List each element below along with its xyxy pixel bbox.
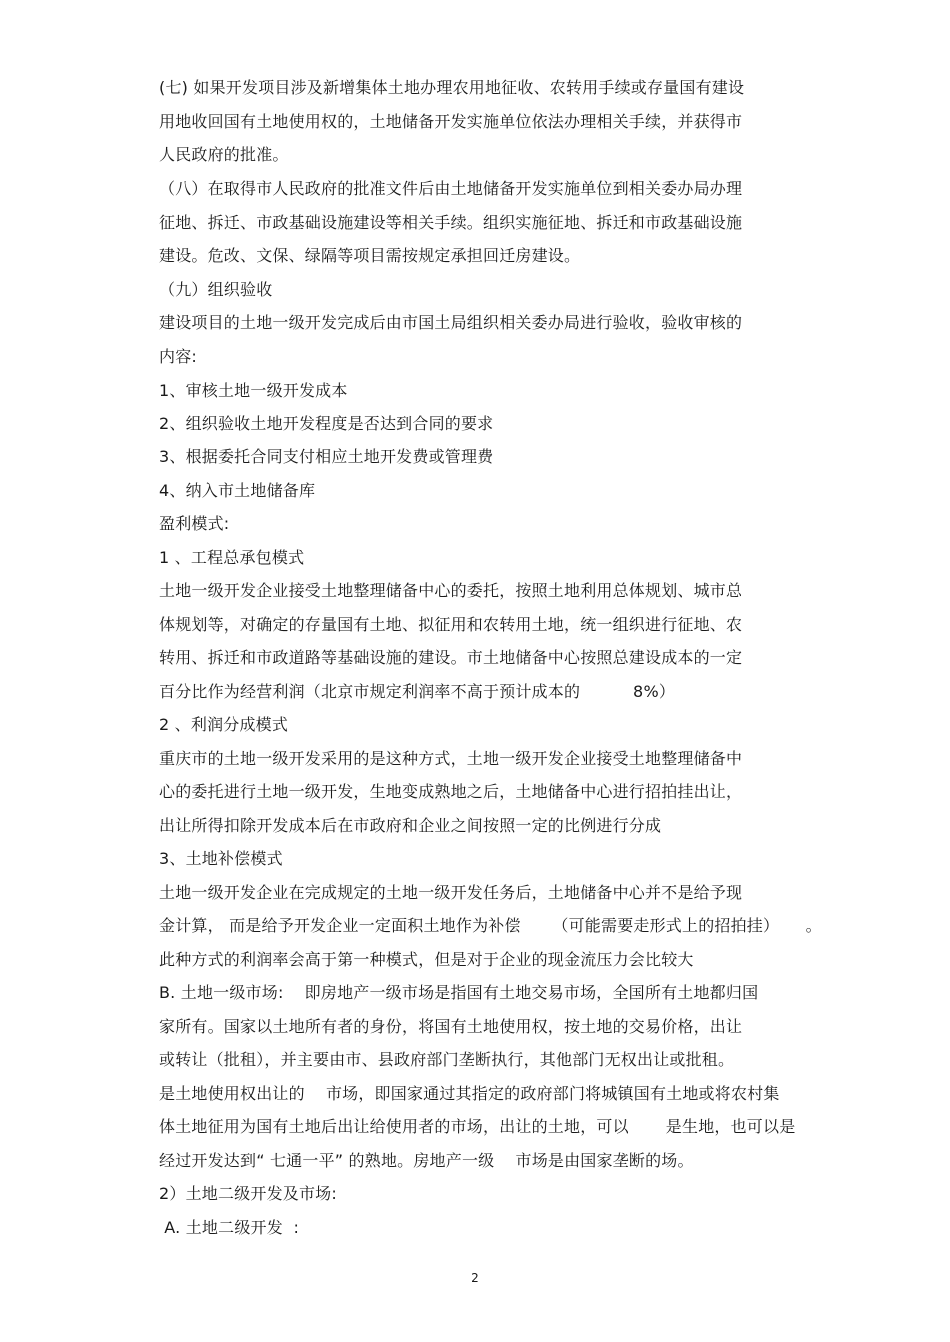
text-line: 百分比作为经营利润（北京市规定利润率不高于预计成本的 8%） xyxy=(159,682,676,701)
text-line: 用地收回国有土地使用权的，土地储备开发实施单位依法办理相关手续，并获得市 xyxy=(159,112,743,131)
text-line: 人民政府的批准。 xyxy=(159,145,289,164)
subsection-heading: A. 土地二级开发 : xyxy=(159,1218,300,1237)
text-line: 土地一级开发企业接受土地整理储备中心的委托，按照土地利用总体规划、城市总 xyxy=(159,581,743,600)
text-line: (七) 如果开发项目涉及新增集体土地办理农用地征收、农转用手续或存量国有建设 xyxy=(159,78,745,97)
list-item: 4、纳入市土地储备库 xyxy=(159,481,316,500)
text-line: 或转让（批租），并主要由市、县政府部门垄断执行，其他部门无权出让或批租。 xyxy=(159,1050,735,1069)
text-line: 建设项目的土地一级开发完成后由市国土局组织相关委办局进行验收，验收审核的 xyxy=(159,313,743,332)
subsection-heading: 3、土地补偿模式 xyxy=(159,849,283,868)
list-item: 2、组织验收土地开发程度是否达到合同的要求 xyxy=(159,414,494,433)
text-line: 征地、拆迁、市政基础设施建设等相关手续。组织实施征地、拆迁和市政基础设施 xyxy=(159,213,743,232)
page-number: 2 xyxy=(471,1271,479,1285)
list-item: 3、根据委托合同支付相应土地开发费或管理费 xyxy=(159,447,494,466)
text-line: 体规划等，对确定的存量国有土地、拟征用和农转用土地，统一组织进行征地、农 xyxy=(159,615,743,634)
text-line: 出让所得扣除开发成本后在市政府和企业之间按照一定的比例进行分成 xyxy=(159,816,662,835)
subsection-heading: 1 、工程总承包模式 xyxy=(159,548,305,567)
text-line: B. 土地一级市场: 即房地产一级市场是指国有土地交易市场，全国所有土地都归国 xyxy=(159,983,759,1002)
text-line: 体土地征用为国有土地后出让给使用者的市场，出让的土地，可以 是生地，也可以是 xyxy=(159,1117,796,1136)
text-line: （八）在取得市人民政府的批准文件后由土地储备开发实施单位到相关委办局办理 xyxy=(159,179,743,198)
section-heading: 2）土地二级开发及市场: xyxy=(159,1184,337,1203)
section-heading: 盈利模式: xyxy=(159,514,230,533)
text-line: 经过开发达到“ 七通一平” 的熟地。房地产一级 市场是由国家垄断的场。 xyxy=(159,1151,694,1170)
text-line: 此种方式的利润率会高于第一种模式，但是对于企业的现金流压力会比较大 xyxy=(159,950,694,969)
text-line: 家所有。国家以土地所有者的身份，将国有土地使用权，按土地的交易价格，出让 xyxy=(159,1017,743,1036)
text-line: 是土地使用权出让的 市场，即国家通过其指定的政府部门将城镇国有土地或将农村集 xyxy=(159,1084,780,1103)
text-line: 土地一级开发企业在完成规定的土地一级开发任务后，土地储备中心并不是给予现 xyxy=(159,883,743,902)
text-line: 重庆市的土地一级开发采用的是这种方式，土地一级开发企业接受土地整理储备中 xyxy=(159,749,743,768)
subsection-heading: 2 、利润分成模式 xyxy=(159,715,289,734)
list-item: 1、审核土地一级开发成本 xyxy=(159,381,348,400)
text-line: 转用、拆迁和市政道路等基础设施的建设。市土地储备中心按照总建设成本的一定 xyxy=(159,648,743,667)
text-line: 建设。危改、文保、绿隔等项目需按规定承担回迁房建设。 xyxy=(159,246,581,265)
section-heading: （九）组织验收 xyxy=(159,280,273,299)
text-line: 金计算， 而是给予开发企业一定面积土地作为补偿 （可能需要走形式上的招拍挂） 。 xyxy=(159,916,822,935)
text-line: 内容: xyxy=(159,347,197,366)
text-line: 心的委托进行土地一级开发，生地变成熟地之后，土地储备中心进行招拍挂出让， xyxy=(159,782,743,801)
